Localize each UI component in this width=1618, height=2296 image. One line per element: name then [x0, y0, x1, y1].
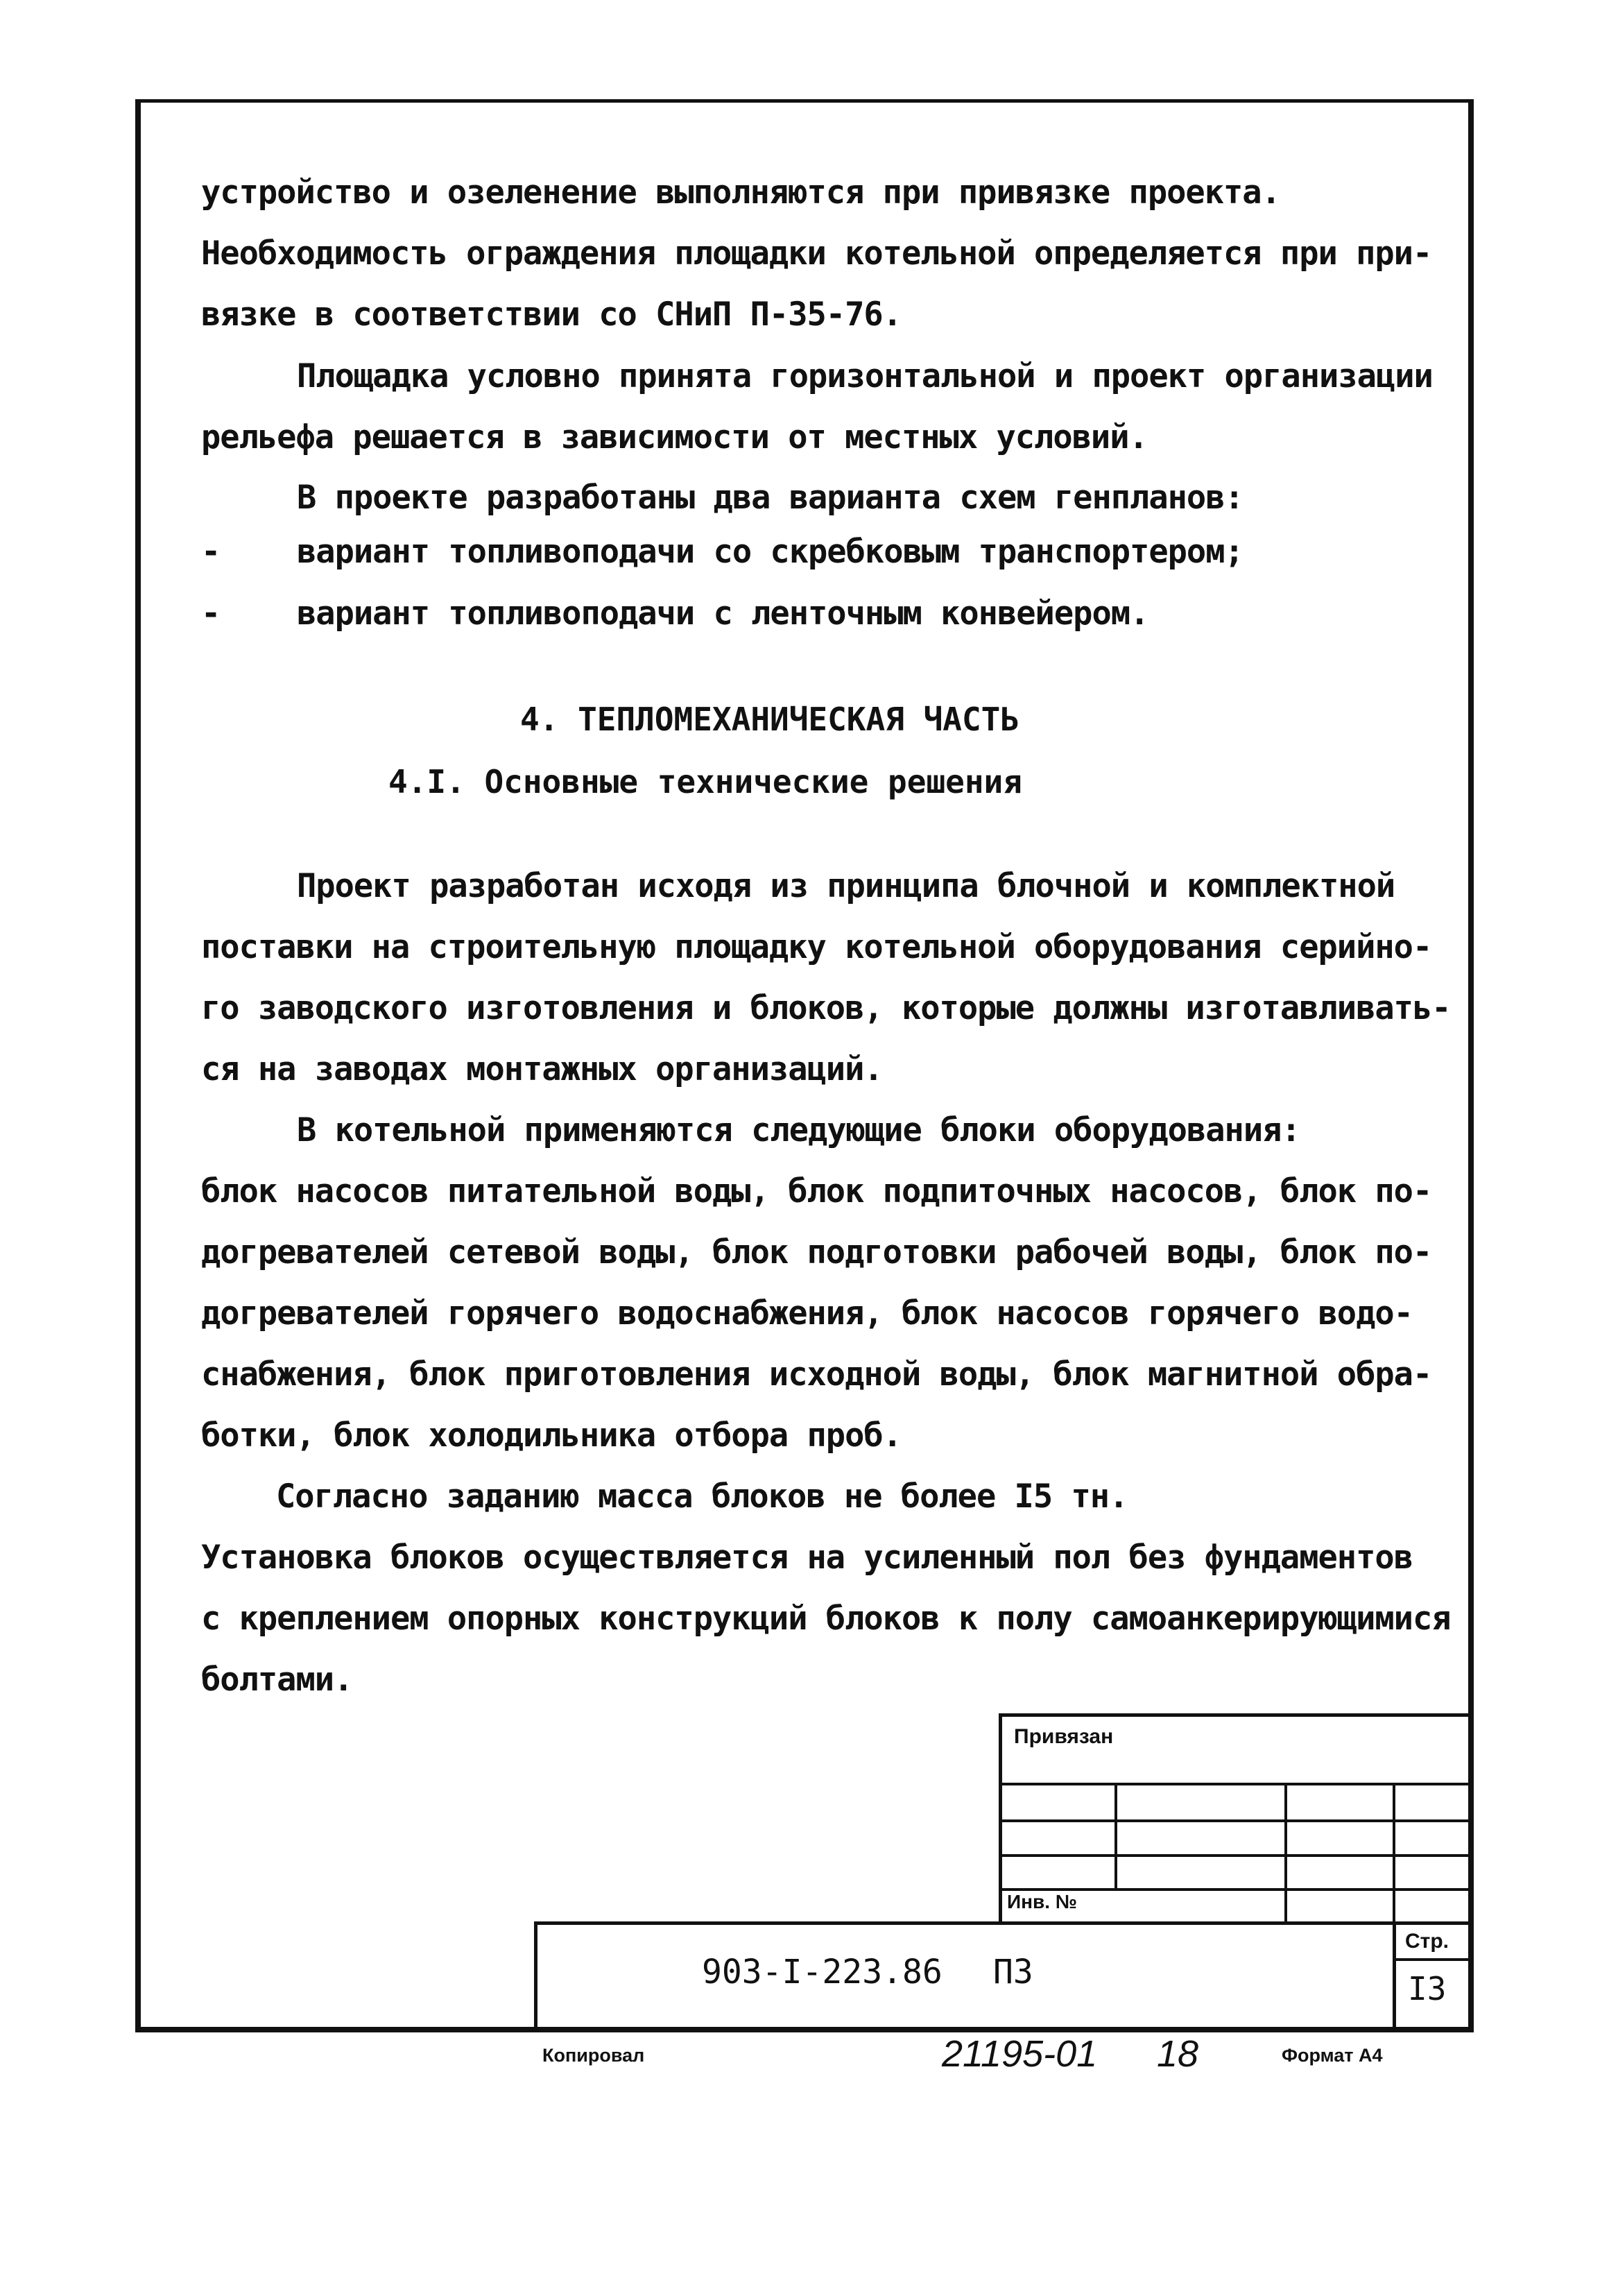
subsection-heading: 4.I. Основные технические решения [388, 763, 1022, 800]
copied-label: Копировал [542, 2045, 645, 2066]
grid-line [999, 1819, 1474, 1822]
grid-line [1284, 1783, 1287, 1925]
p3-line: В проекте разработаны два варианта схем генпланов: [297, 479, 1243, 517]
handwritten-sheet: 18 [1157, 2033, 1199, 2075]
grid-line [1114, 1783, 1117, 1888]
p4-line-3: го заводского изготовления и блоков, которые должны изготавливать- [201, 989, 1451, 1027]
p6-line-4: болтами. [201, 1661, 353, 1699]
p2-line-1: Площадка условно принята горизонтальной и проект организации [297, 357, 1433, 395]
grid-line [999, 1854, 1474, 1857]
inventory-label: Инв. № [1007, 1891, 1078, 1912]
p4-line-2: поставки на строительную площадку котельной оборудования серийно- [201, 928, 1432, 966]
p1-line-2: Необходимость ограждения площадки котельной определяется при при- [201, 234, 1432, 273]
p6-line-3: с креплением опорных конструкций блоков к полу самоанкерирующимися [201, 1600, 1451, 1638]
p5-line-5: снабжения, блок приготовления исходной воды, блок магнитной обра- [201, 1355, 1432, 1394]
p5-line-6: ботки, блок холодильника отбора проб. [201, 1416, 902, 1455]
format-label: Формат А4 [1282, 2045, 1383, 2066]
p6-line-2: Установка блоков осуществляется на усиленный пол без фундаментов [201, 1539, 1413, 1577]
bullet-item-2: вариант топливоподачи с ленточным конвейером. [297, 594, 1149, 633]
p5-line-4: догревателей горячего водоснабжения, блок насосов горячего водо- [201, 1294, 1413, 1333]
bullet-marker-2: - [201, 594, 221, 633]
grid-line [1393, 1921, 1396, 2032]
page-number: I3 [1408, 1970, 1447, 2007]
handwritten-number: 21195-01 [942, 2033, 1098, 2075]
binding-label: Привязан [1014, 1725, 1114, 1748]
p5-line-3: догревателей сетевой воды, блок подготовки рабочей воды, блок по- [201, 1233, 1432, 1271]
page-label: Стр. [1405, 1930, 1449, 1953]
p1-line-3: вязке в соответствии со СНиП П-35-76. [201, 295, 902, 334]
p6-line-1: Согласно заданию масса блоков не более I5 тн. [276, 1477, 1128, 1516]
grid-line [1393, 1958, 1474, 1961]
bullet-marker-1: - [201, 533, 221, 571]
p5-line-1: В котельной применяются следующие блоки оборудования: [297, 1111, 1300, 1149]
p4-line-4: ся на заводах монтажных организаций. [201, 1050, 883, 1088]
grid-line [1393, 1783, 1395, 1925]
p1-line-1: устройство и озеленение выполняются при привязке проекта. [201, 173, 1280, 212]
grid-line [999, 1783, 1474, 1785]
document-code: 903-I-223.86 [702, 1953, 943, 1991]
document-type: ПЗ [993, 1953, 1033, 1991]
section-heading: 4. ТЕПЛОМЕХАНИЧЕСКАЯ ЧАСТЬ [520, 701, 1020, 738]
p4-line-1: Проект разработан исходя из принципа блочной и комплектной [297, 867, 1395, 905]
p5-line-2: блок насосов питательной воды, блок подпиточных насосов, блок по- [201, 1172, 1432, 1210]
p2-line-2: рельефа решается в зависимости от местных условий. [201, 418, 1148, 456]
bullet-item-1: вариант топливоподачи со скребковым транспортером; [297, 533, 1243, 571]
